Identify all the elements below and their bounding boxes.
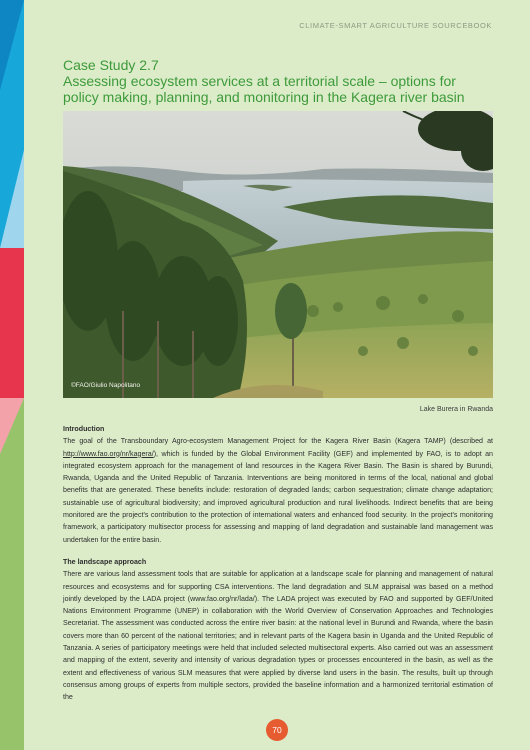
case-study-title (63, 57, 503, 105)
photo-credit: ©FAO/Giulio Napolitano (71, 382, 141, 389)
intro-text-end: ), which is funded by the Global Environment Facility (GEF) and implemented by FAO, is to adopt an integrated ecosystem approach for the management of land resources in the Kagera River Basin. The Basin is shared by Burundi, Rwanda, Uganda and the United Republic of Tanzania. Interventions are being monitored in terms of the local, national and global benefits that are generated. These benefits include: restoration of degraded lands; carbon sequestration; climate change adaptation; sustainable use of agricultural biodiversity; and improved agricultural production and rural livelihoods. Indirect benefits that are being monitored are the project's contribution to the protection of international waters and enhanced food security. In the project's monitoring framework, a participatory multisector process for assessing and mapping of land degradation and sustainable land management was undertaken for the entire basin. (63, 449, 493, 544)
introduction-paragraph (63, 435, 493, 546)
lake-photo (63, 111, 493, 398)
case-study-number: Case Study 2.7 (63, 57, 159, 73)
page-number-badge: 70 (266, 719, 288, 741)
decorative-side-strip (0, 0, 24, 750)
introduction-heading: Introduction (63, 425, 105, 433)
lake-landscape-image (63, 111, 493, 398)
case-study-title-line-2: policy making, planning, and monitoring in the Kagera river basin (63, 89, 465, 105)
landscape-approach-heading: The landscape approach (63, 557, 147, 566)
body-text (63, 423, 493, 704)
strip-pink-triangle (0, 398, 24, 454)
landscape-approach-paragraph: There are various land assessment tools that are suitable for application at a landscape scale for planning and management of natural resources and ecosystems and for supporting CSA interventions. The land degradation and SLM appraisal was based on a method jointly developed by the LADA project (www.fao.org/nr/lada/). The LADA project was executed by FAO and supported by GEF/United Nations Environment Programme (UNEP) in collaboration with the World Overview of Conservation Approaches and Technologies Secretariat. The assessment was conducted across the entire river basin: at the national level in Burundi and Rwanda, where the basin covers more than 60 percent of the national territories; and in relevant parts of the Kagera basin in Uganda and the United Republic of Tanzania. A series of participatory meetings were held that included selected multisectoral experts. Also carried out was an assessment and mapping of the extent, severity and intensity of various degradation types or processes encountered in the basin, as well as the extent and effectiveness of various SLM measures that were applied by diverse land users in the basin. The results, built up through consensus among groups of experts from multiple sectors, provided the baseline information and a harmonized territorial estimation of the (63, 570, 493, 702)
photo-caption: Lake Burera in Rwanda (419, 406, 493, 413)
running-header: CLIMATE-SMART AGRICULTURE SOURCEBOOK (299, 21, 492, 30)
intro-text-start: The goal of the Transboundary Agro-ecosystem Management Project for the Kagera River Basin (Kagera TAMP) (described at (63, 437, 493, 446)
kagera-link[interactable]: http://www.fao.org/nr/kagera/ (63, 449, 154, 458)
strip-light-blue-triangle (0, 150, 24, 248)
strip-blue-triangle (0, 0, 24, 90)
case-study-title-line-1: Assessing ecosystem services at a territorial scale – options for (63, 73, 456, 89)
strip-red-block (0, 248, 24, 398)
